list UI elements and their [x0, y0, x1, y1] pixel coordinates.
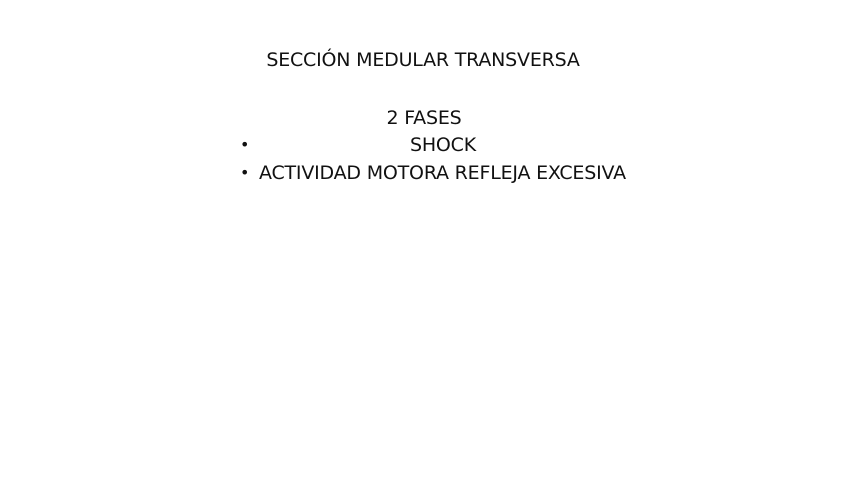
slide-subtitle-text: 2 FASES [386, 107, 462, 129]
list-item [240, 133, 630, 161]
bullet-text: SHOCK [409, 134, 477, 156]
bullet-icon: • [240, 163, 250, 182]
list-item [240, 161, 630, 189]
bullet-icon: • [240, 135, 250, 154]
bullet-list [240, 133, 630, 189]
bullet-text: ACTIVIDAD MOTORA REFLEJA EXCESIVA [259, 162, 626, 184]
slide-title [0, 48, 848, 72]
slide-subtitle [0, 106, 848, 130]
slide-title-text: SECCIÓN MEDULAR TRANSVERSA [266, 49, 580, 71]
